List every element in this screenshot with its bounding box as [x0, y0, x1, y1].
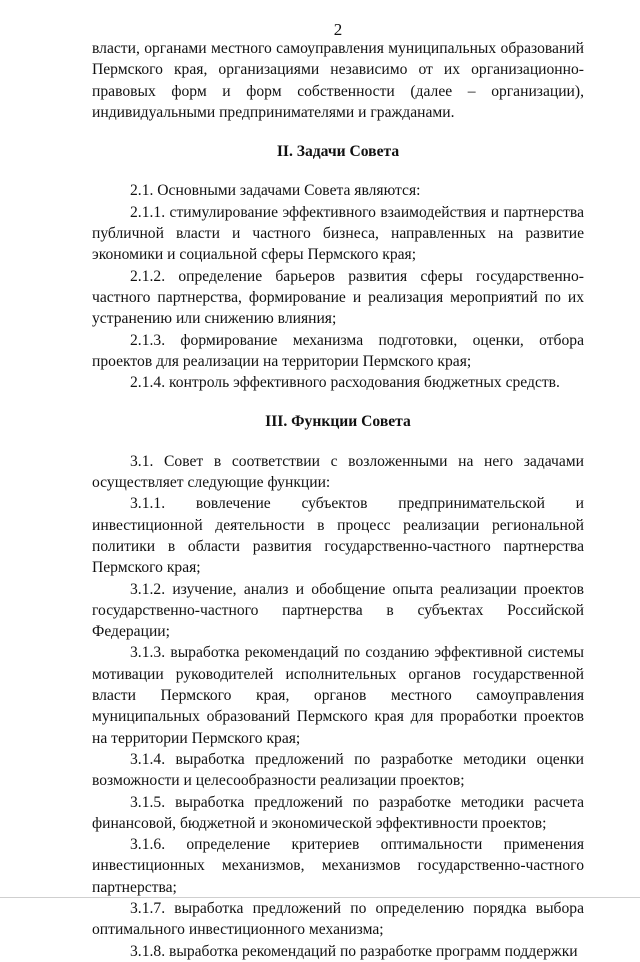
- paragraph-3-1-7: 3.1.7. выработка предложений по определению порядка выбора оптимального инвестиционного механизма;: [92, 899, 584, 939]
- paragraph-2-1-4: 2.1.4. контроль эффективного расходования бюджетных средств.: [130, 374, 560, 392]
- paragraph-3-1: 3.1. Совет в соответствии с возложенными на него задачами осуществляет следующие функции:: [92, 452, 584, 492]
- page-bottom-edge: [0, 897, 640, 898]
- section-2-heading: II. Задачи Совета: [276, 143, 400, 161]
- paragraph-3-1-3: 3.1.3. выработка рекомендаций по созданию эффективной системы мотивации руководителей исполнительных органов государственной власти Пермского края, органов местного самоуправления муниципальных образований Пермского края для проработки проектов на территории Пермского края;: [92, 644, 584, 747]
- page-number: 2: [333, 20, 343, 39]
- paragraph-3-1-6: 3.1.6. определение критериев оптимальности применения инвестиционных механизмов, механизмов государственно-частного партнерства;: [92, 836, 584, 896]
- document-body: [92, 38, 584, 962]
- paragraph-2-1: 2.1. Основными задачами Совета являются:: [130, 182, 421, 200]
- paragraph-3-1-1: 3.1.1. вовлечение субъектов предпринимательской и инвестиционной деятельности в процесс реализации региональной политики в области развития государственно-частного партнерства Пермского края;: [92, 495, 584, 577]
- paragraph-3-1-2: 3.1.2. изучение, анализ и обобщение опыта реализации проектов государственно-частного партнерства в субъектах Российской Федерации;: [92, 580, 584, 641]
- intro-paragraph: власти, органами местного самоуправления муниципальных образований Пермского края, организациями независимо от их организационно-правовых форм и форм собственности (далее – организации), индивидуальными предпринимателями и гражданами.: [92, 40, 584, 121]
- section-3-heading: III. Функции Совета: [265, 413, 411, 431]
- paragraph-2-1-1: 2.1.1. стимулирование эффективного взаимодействия и партнерства публичной власти и частного бизнеса, направленных на развитие экономики и социальной сферы Пермского края;: [92, 203, 584, 264]
- paragraph-2-1-2: 2.1.2. определение барьеров развития сферы государственно-частного партнерства, формирование и реализация мероприятий по их устранению или снижению влияния;: [92, 267, 584, 328]
- paragraph-3-1-5: 3.1.5. выработка предложений по разработке методики расчета финансовой, бюджетной и экономической эффективности проектов;: [92, 793, 584, 832]
- paragraph-3-1-8: 3.1.8. выработка рекомендаций по разработке программ поддержки: [130, 942, 578, 960]
- paragraph-3-1-4: 3.1.4. выработка предложений по разработке методики оценки возможности и целесообразности реализации проектов;: [92, 750, 584, 790]
- paragraph-2-1-3: 2.1.3. формирование механизма подготовки, оценки, отбора проектов для реализации на территории Пермского края;: [92, 331, 584, 370]
